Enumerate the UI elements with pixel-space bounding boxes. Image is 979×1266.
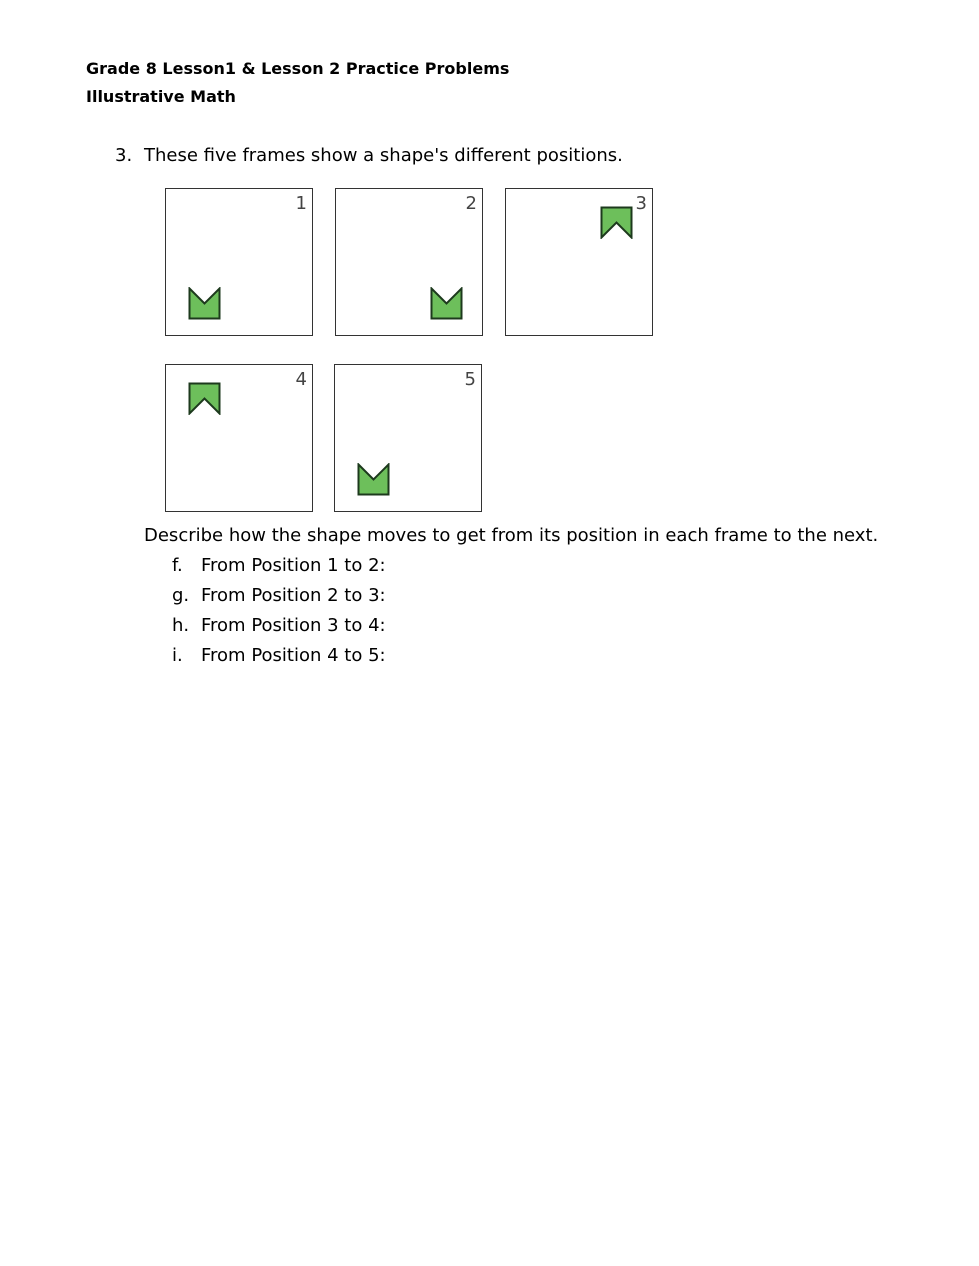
- frame-4: [165, 364, 313, 512]
- list-item-text: From Position 4 to 5:: [201, 645, 386, 666]
- list-item-text: From Position 1 to 2:: [201, 555, 386, 576]
- document-title: Grade 8 Lesson1 & Lesson 2 Practice Problems: [86, 59, 510, 78]
- document-subtitle: Illustrative Math: [86, 87, 236, 106]
- frame-3: [505, 188, 653, 336]
- list-item-letter: g.: [172, 585, 190, 606]
- frame-number: 2: [465, 193, 477, 214]
- frame-2: [335, 188, 483, 336]
- list-item-f: [172, 555, 386, 577]
- shape-notch-up: [357, 463, 390, 496]
- shape-notch-up: [430, 287, 463, 320]
- frame-number: 4: [295, 369, 307, 390]
- problem-number: 3.: [115, 145, 133, 166]
- list-item-text: From Position 2 to 3:: [201, 585, 386, 606]
- frame-number: 3: [635, 193, 647, 214]
- shape-notch-up: [188, 287, 221, 320]
- list-item-i: [172, 645, 386, 667]
- frame-1: [165, 188, 313, 336]
- frame-5: [334, 364, 482, 512]
- frame-number: 5: [464, 369, 476, 390]
- list-item-letter: i.: [172, 645, 183, 666]
- list-item-g: [172, 585, 386, 607]
- shape-notch-down: [188, 382, 221, 415]
- list-item-letter: f.: [172, 555, 183, 576]
- frame-number: 1: [295, 193, 307, 214]
- shape-notch-down: [600, 206, 633, 239]
- list-item-h: [172, 615, 386, 637]
- instruction-text: Describe how the shape moves to get from its position in each frame to the next.: [144, 525, 879, 546]
- list-item-text: From Position 3 to 4:: [201, 615, 386, 636]
- list-item-letter: h.: [172, 615, 190, 636]
- problem-statement: These five frames show a shape's different positions.: [144, 145, 623, 166]
